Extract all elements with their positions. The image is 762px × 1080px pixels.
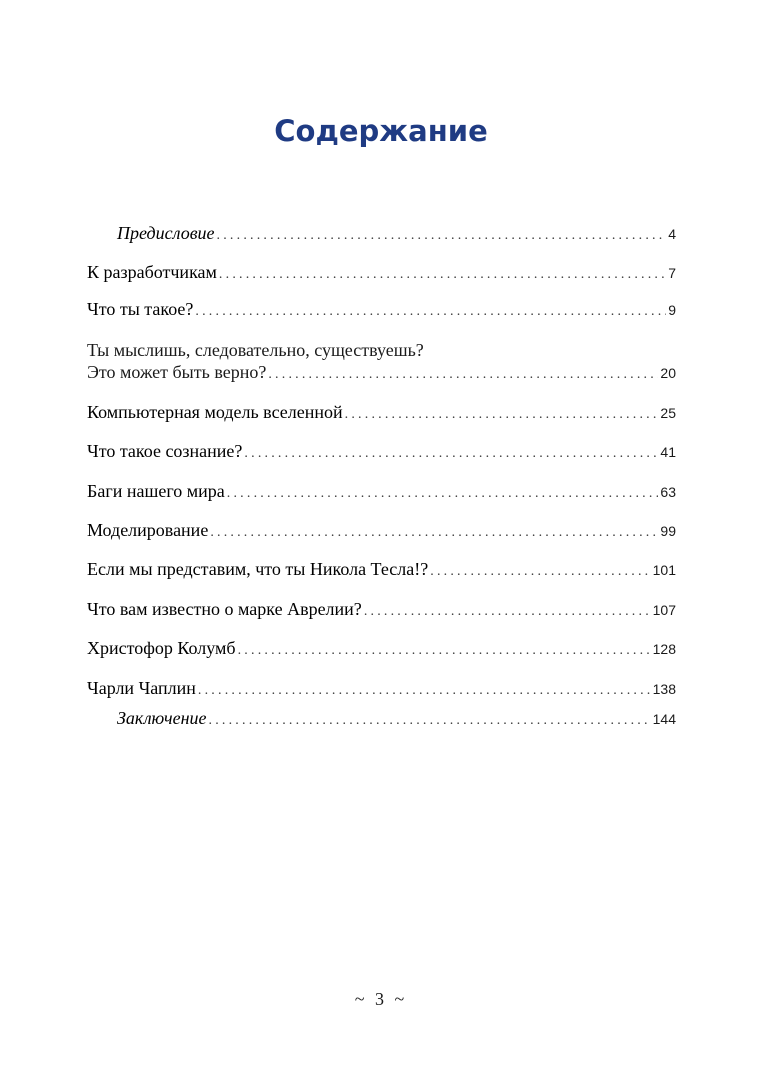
table-of-contents [87,0,676,1080]
toc-entry-page: 25 [660,405,676,421]
toc-entry-title: Если мы представим, что ты Никола Тесла!? [87,559,429,579]
toc-entry-page: 41 [660,444,676,460]
toc-entry-title: Предисловие [117,223,215,243]
toc-entry-you-think[interactable] [87,340,676,382]
dot-leader [198,681,651,701]
toc-entry-page: 99 [660,523,676,539]
toc-entry-title: К разработчикам [87,262,217,282]
dot-leader [219,265,666,285]
toc-entry-page: 101 [652,562,676,578]
toc-entry-row [87,362,676,382]
dot-leader [195,302,666,322]
dot-leader [217,226,667,246]
toc-entry-title: Заключение [117,708,207,728]
toc-entry-page: 107 [652,602,676,618]
toc-entry-page: 9 [668,302,676,318]
page-number-footer: ~ 3 ~ [354,989,408,1009]
dot-leader [345,405,659,425]
toc-entry-conclusion[interactable] [87,708,676,728]
toc-entry-aurelius[interactable] [87,599,676,619]
toc-entry-chaplin[interactable] [87,678,676,698]
toc-entry-page: 138 [652,681,676,697]
toc-entry-title: Что такое сознание? [87,441,243,461]
toc-entry-page: 128 [652,641,676,657]
toc-entry-modeling[interactable] [87,520,676,540]
toc-entry-page: 4 [668,226,676,242]
toc-entry-title: Баги нашего мира [87,481,225,501]
dot-leader [227,484,659,504]
toc-entry-page: 63 [660,484,676,500]
toc-entry-title: Христофор Колумб [87,638,236,658]
dot-leader [364,602,651,622]
toc-entry-page: 20 [660,365,676,381]
toc-entry-computer-model[interactable] [87,402,676,422]
dot-leader [430,562,650,582]
dot-leader [268,365,658,385]
toc-entry-developers[interactable] [87,262,676,282]
toc-entry-tesla[interactable] [87,559,676,579]
dot-leader [210,523,658,543]
dot-leader [238,641,651,661]
toc-entry-page: 7 [668,265,676,281]
toc-entry-title: Моделирование [87,520,209,540]
toc-entry-what-are-you[interactable] [87,299,676,319]
dot-leader [244,444,658,464]
toc-entry-page: 144 [652,711,676,727]
toc-entry-title: Что вам известно о марке Аврелии? [87,599,362,619]
toc-entry-title-line1: Ты мыслишь, следовательно, существуешь? [87,340,424,360]
toc-entry-title: Чарли Чаплин [87,678,196,698]
toc-entry-title: Это может быть верно? [87,362,267,382]
toc-entry-columbus[interactable] [87,638,676,658]
toc-entry-preface[interactable] [87,223,676,243]
dot-leader [209,711,651,731]
toc-entry-title: Что ты такое? [87,299,194,319]
page-title: Содержание [274,114,488,148]
toc-entry-title: Компьютерная модель вселенной [87,402,343,422]
toc-entry-bugs[interactable] [87,481,676,501]
toc-entry-consciousness[interactable] [87,441,676,461]
